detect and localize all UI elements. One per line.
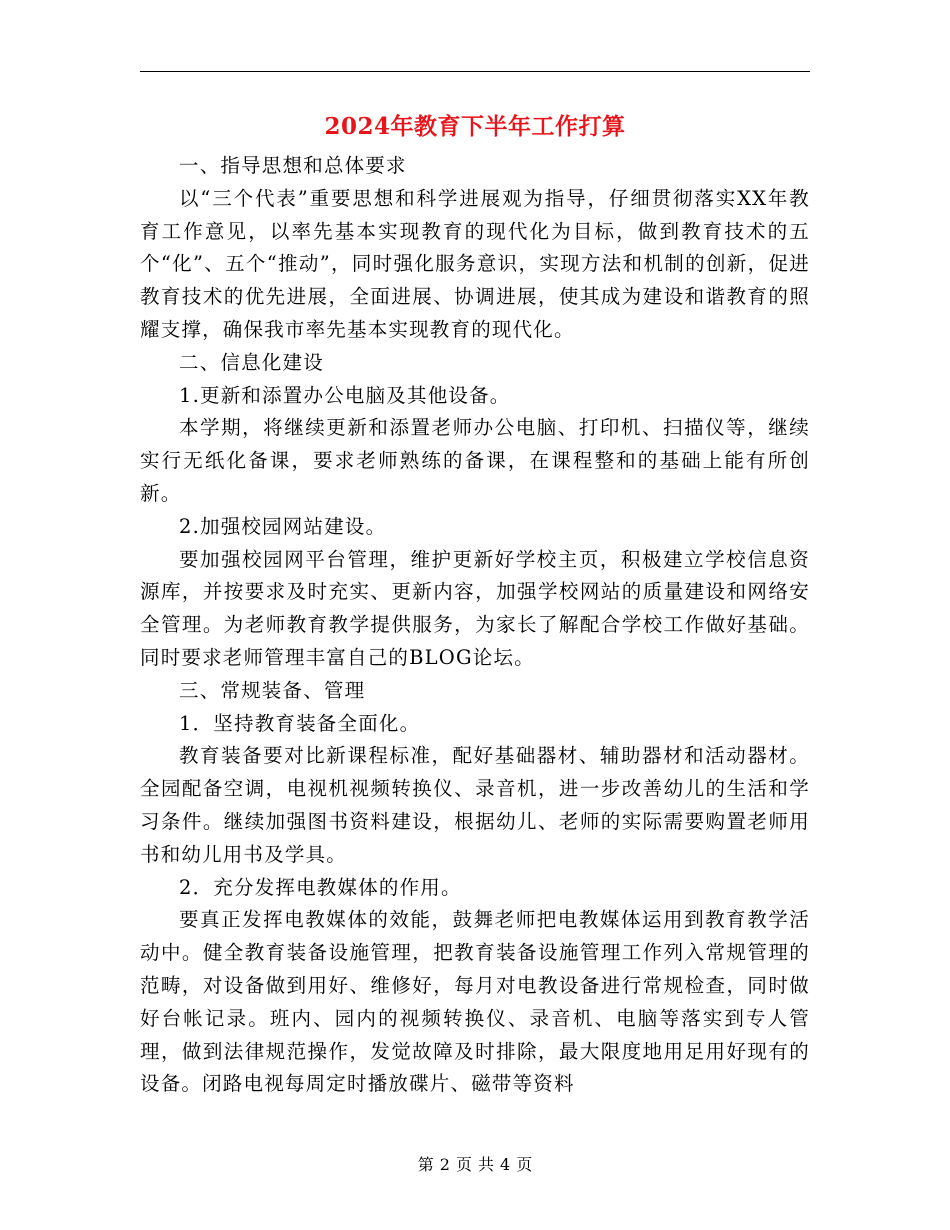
document-body	[140, 150, 810, 1101]
section-heading-1: 一、指导思想和总体要求	[179, 154, 407, 177]
total-pages-number: 4	[500, 1155, 511, 1174]
header-rule	[140, 71, 810, 72]
total-label: 共	[478, 1155, 495, 1174]
page-footer	[0, 1153, 950, 1177]
paragraph: 教育装备要对比新课程标准，配好基础器材、辅助器材和活动器材。全园配备空调，电视机视频转换仪、录音机，进一步改善幼儿的生活和学习条件。继续加强图书资料建设，根据幼儿、老师的实际需要购置老师用书和幼儿用书及学具。	[140, 744, 810, 866]
subheading: 2．充分发挥电教媒体的作用。	[179, 875, 462, 899]
document-title: 2024年教育下半年工作打算	[324, 113, 626, 140]
paragraph: 要真正发挥电教媒体的效能，鼓舞老师把电教媒体运用到教育教学活动中。健全教育装备设施管理，把教育装备设施管理工作列入常规管理的范畴，对设备做到用好、维修好，每月对电教设备进行常规检查，同时做好台帐记录。班内、园内的视频转换仪、录音机、电脑等落实到专人管理，做到法律规范操作，发觉故障及时排除，最大限度地用足用好现有的设备。闭路电视每周定时播放碟片、磁带等资料	[140, 908, 810, 1096]
section-heading-2: 二、信息化建设	[179, 350, 324, 374]
subheading: 1．坚持教育装备全面化。	[179, 711, 421, 735]
subheading: 1.更新和添置办公电脑及其他设备。	[179, 383, 511, 407]
page-label-suffix: 页	[516, 1155, 533, 1174]
page-label-mid: 页	[455, 1155, 472, 1174]
page-label-prefix: 第	[417, 1155, 434, 1174]
paragraph: 要加强校园网平台管理，维护更新好学校主页，积极建立学校信息资源库，并按要求及时充实、更新内容，加强学校网站的质量建设和网络安全管理。为老师教育教学提供服务，为家长了解配合学校工作做好基础。同时要求老师管理丰富自己的BLOG论坛。	[140, 547, 810, 669]
subheading: 2.加强校园网站建设。	[179, 514, 387, 538]
current-page-number: 2	[439, 1155, 450, 1174]
paragraph: 以“三个代表”重要思想和科学进展观为指导，仔细贯彻落实XX年教育工作意见，以率先基本实现教育的现代化为目标，做到教育技术的五个“化”、五个“推动”，同时强化服务意识，实现方法和机制的创新，促进教育技术的优先进展，全面进展、协调进展，使其成为建设和谐教育的照耀支撑，确保我市率先基本实现教育的现代化。	[140, 186, 810, 341]
section-heading-3: 三、常规装备、管理	[179, 678, 366, 702]
paragraph: 本学期，将继续更新和添置老师办公电脑、打印机、扫描仪等，继续实行无纸化备课，要求老师熟练的备课，在课程整和的基础上能有所创新。	[140, 416, 810, 505]
